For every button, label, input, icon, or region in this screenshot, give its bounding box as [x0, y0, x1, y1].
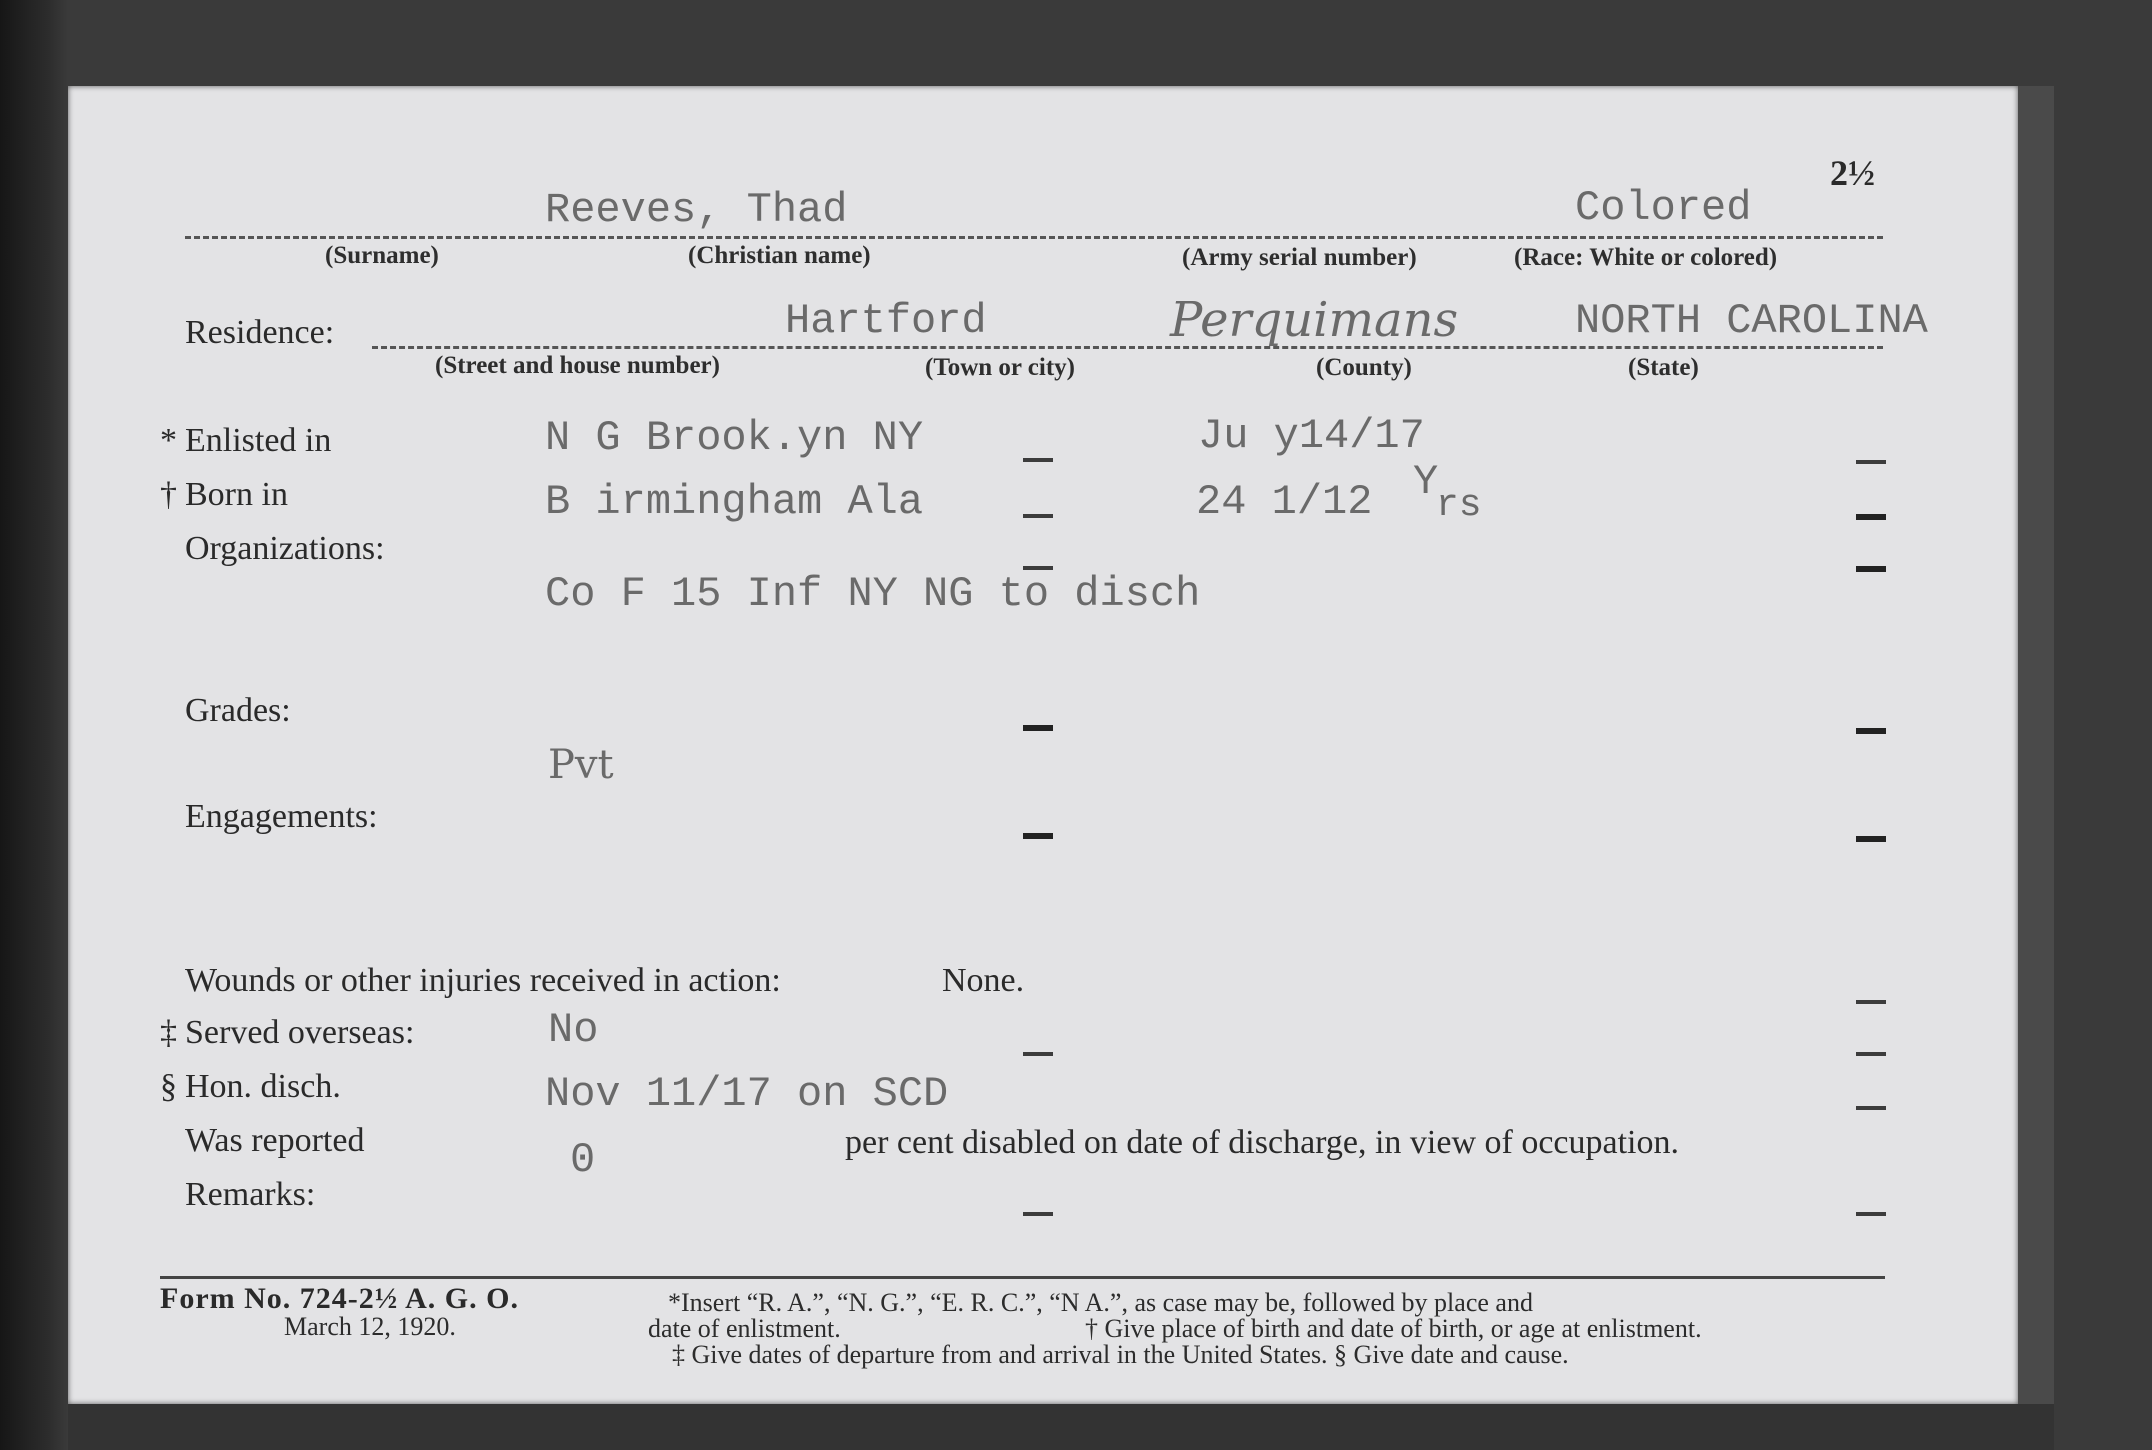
reported-value: 0 — [570, 1136, 596, 1184]
street-caption: (Street and house number) — [435, 352, 720, 379]
christian-name-caption: (Christian name) — [688, 242, 871, 269]
dash-mark — [1023, 458, 1053, 462]
born-place: B irmingham Ala — [545, 478, 924, 526]
organization-value: Co F 15 Inf NY NG to disch — [545, 570, 1201, 618]
disch-mark: § — [160, 1068, 177, 1105]
overseas-value: No — [548, 1006, 599, 1054]
dash-mark — [1023, 1212, 1053, 1216]
wounds-label: Wounds or other injuries received in action: — [185, 962, 781, 999]
card-number: 2½ — [1830, 153, 1875, 193]
wounds-value: None. — [942, 962, 1025, 999]
born-age-unit-small: rs — [1436, 484, 1482, 527]
born-age-unit-big: Y — [1413, 458, 1439, 506]
county-value: Perquimans — [1170, 292, 1459, 348]
dash-mark — [1023, 1052, 1053, 1056]
dash-mark — [1856, 728, 1886, 734]
disch-label: Hon. disch. — [185, 1068, 341, 1105]
enlisted-date: Ju y14/17 — [1198, 412, 1425, 460]
residence-line — [372, 346, 1883, 349]
card-edge-shadow — [2018, 86, 2054, 1404]
footnote-overseas-discharge: ‡ Give dates of departure from and arrival in the United States. § Give date and cause. — [672, 1340, 1569, 1369]
grade-value: Pvt — [548, 742, 614, 788]
overseas-mark: ‡ — [160, 1014, 177, 1051]
engagements-label: Engagements: — [185, 798, 378, 835]
dash-mark — [1023, 514, 1053, 518]
grades-label: Grades: — [185, 692, 291, 729]
dash-mark — [1856, 836, 1886, 842]
dash-mark — [1856, 1212, 1886, 1216]
dash-mark — [1023, 833, 1053, 839]
enlisted-label: Enlisted in — [185, 422, 332, 459]
footnote-birth: † Give place of birth and date of birth, or age at enlistment. — [1085, 1314, 1702, 1343]
town-caption: (Town or city) — [925, 354, 1075, 381]
dash-mark — [1023, 566, 1053, 570]
state-caption: (State) — [1628, 354, 1699, 381]
dash-mark — [1856, 460, 1886, 464]
organizations-label: Organizations: — [185, 530, 385, 567]
state-value: NORTH CAROLINA — [1575, 297, 1928, 345]
born-mark: † — [160, 476, 177, 513]
race-caption: (Race: White or colored) — [1514, 244, 1778, 271]
surname-caption: (Surname) — [325, 242, 439, 269]
remarks-label: Remarks: — [185, 1176, 316, 1213]
reported-label: Was reported — [185, 1122, 365, 1159]
born-age: 24 1/12 — [1196, 478, 1373, 526]
dash-mark — [1856, 514, 1886, 520]
dash-mark — [1856, 1000, 1886, 1004]
form-date: March 12, 1920. — [284, 1312, 456, 1341]
record-card — [68, 86, 2018, 1404]
town-value: Hartford — [785, 297, 987, 345]
footer-rule — [160, 1276, 1885, 1279]
army-serial-caption: (Army serial number) — [1182, 244, 1417, 271]
dash-mark — [1856, 566, 1886, 572]
enlisted-mark: * — [160, 422, 177, 459]
residence-label: Residence: — [185, 314, 335, 351]
disch-value: Nov 11/17 on SCD — [545, 1070, 949, 1118]
overseas-label: Served overseas: — [185, 1014, 415, 1051]
form-number: Form No. 724-2½ A. G. O. — [160, 1282, 519, 1315]
dash-mark — [1856, 1052, 1886, 1056]
born-label: Born in — [185, 476, 288, 513]
enlisted-place: N G Brook.yn NY — [545, 414, 924, 462]
name-line — [185, 236, 1883, 239]
race-value: Colored — [1575, 184, 1752, 232]
dash-mark — [1023, 725, 1053, 731]
footnote-insert: *Insert “R. A.”, “N. G.”, “E. R. C.”, “N A.”, as case may be, followed by place and — [668, 1288, 1533, 1317]
county-caption: (County) — [1316, 354, 1412, 381]
reported-text: per cent disabled on date of discharge, in view of occupation. — [845, 1124, 1679, 1161]
footnote-enlistment-date: date of enlistment. — [648, 1314, 841, 1343]
surname-value: Reeves, Thad — [545, 186, 848, 234]
scan-bottom-border — [68, 1404, 2054, 1450]
scanner-edge — [0, 0, 68, 1450]
dash-mark — [1856, 1106, 1886, 1110]
